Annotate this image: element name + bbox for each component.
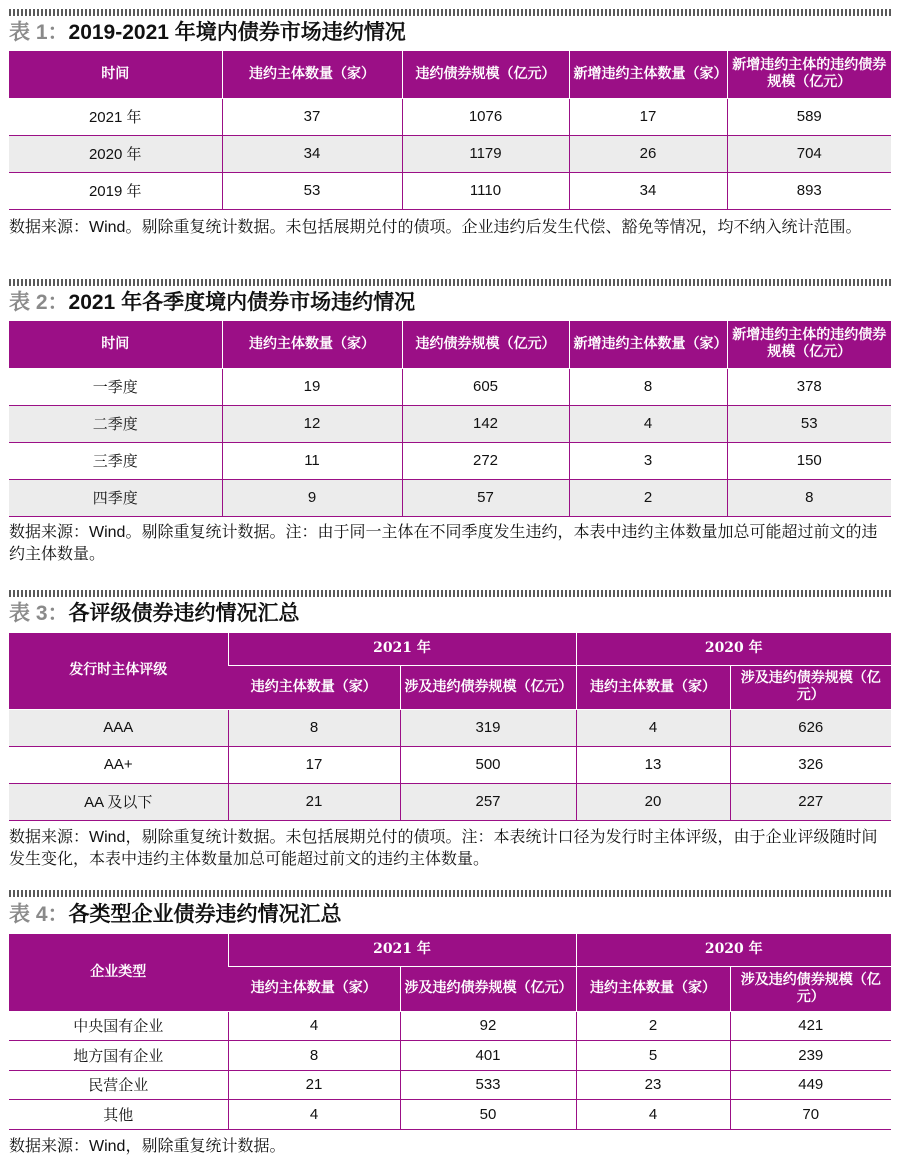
table-row: [9, 98, 891, 135]
col-header: 违约主体数量（家）: [228, 665, 400, 709]
table-row: [9, 746, 891, 783]
source-note: 数据来源：Wind，剔除重复统计数据。: [9, 1138, 286, 1155]
table-cell: 2021 年: [9, 98, 222, 135]
table-cell: 21: [228, 783, 400, 820]
table-cell: 20: [576, 783, 730, 820]
table-cell: 4: [576, 709, 730, 746]
table-cell: 319: [400, 709, 576, 746]
table-cell: 227: [730, 783, 891, 820]
table-cell: 8: [228, 1040, 400, 1070]
table-cell: 中央国有企业: [9, 1011, 228, 1040]
table-cell: 8: [569, 368, 727, 405]
table-row: [9, 135, 891, 172]
table-row: [9, 405, 891, 442]
table-cell: 4: [569, 405, 727, 442]
table-row: [9, 479, 891, 516]
table-cell: 26: [569, 135, 727, 172]
table-row: [9, 1099, 891, 1129]
table-cell: 12: [222, 405, 402, 442]
table-cell: 23: [576, 1070, 730, 1099]
table-cell: 449: [730, 1070, 891, 1099]
table-row: [9, 442, 891, 479]
col-header: 时间: [9, 51, 222, 98]
table-cell: 257: [400, 783, 576, 820]
table-cell: 50: [400, 1099, 576, 1129]
table-row: [9, 368, 891, 405]
table-cell: 34: [222, 135, 402, 172]
table-cell: 17: [228, 746, 400, 783]
col-header: 违约债券规模（亿元）: [402, 51, 569, 98]
table-title-text: 2019-2021 年境内债券市场违约情况: [68, 21, 406, 44]
year-header: 2021 年: [228, 934, 576, 966]
table-cell: 8: [228, 709, 400, 746]
rating-default-table: [9, 633, 891, 821]
table-cell: 1110: [402, 172, 569, 209]
table-cell: 37: [222, 98, 402, 135]
table-cell: 421: [730, 1011, 891, 1040]
source-note: 数据来源：Wind。剔除重复统计数据。未包括展期兑付的债项。企业违约后发生代偿、豁免等情况，均不纳入统计范围。: [9, 219, 862, 236]
table-cell: 5: [576, 1040, 730, 1070]
table-cell: AA+: [9, 746, 228, 783]
col-header: 违约主体数量（家）: [576, 966, 730, 1011]
col-header: 新增违约主体数量（家）: [569, 51, 727, 98]
table-title: [9, 290, 415, 316]
table-cell: 150: [727, 442, 891, 479]
col-header: 新增违约主体数量（家）: [569, 321, 727, 368]
table-cell: 92: [400, 1011, 576, 1040]
enterprise-type-default-table: [9, 934, 891, 1130]
col-header: 违约主体数量（家）: [222, 321, 402, 368]
table-cell: 326: [730, 746, 891, 783]
source-note: 数据来源：Wind。剔除重复统计数据。注：由于同一主体在不同季度发生违约，本表中违约主体数量加总可能超过前文的违约主体数量。: [9, 524, 878, 563]
table-cell: 9: [222, 479, 402, 516]
table-cell: 589: [727, 98, 891, 135]
year-header: 2021 年: [228, 633, 576, 665]
table-cell: 4: [576, 1099, 730, 1129]
table-cell: 401: [400, 1040, 576, 1070]
table-row: [9, 1040, 891, 1070]
table-cell: 34: [569, 172, 727, 209]
table-cell: 57: [402, 479, 569, 516]
table-cell: 704: [727, 135, 891, 172]
table-cell: 2020 年: [9, 135, 222, 172]
col-header: 违约主体数量（家）: [228, 966, 400, 1011]
source-note: 数据来源：Wind，剔除重复统计数据。未包括展期兑付的债项。注：本表统计口径为发行时主体评级，由于企业评级随时间发生变化，本表中违约主体数量加总可能超过前文的违约主体数量。: [9, 829, 878, 868]
table-cell: 2: [569, 479, 727, 516]
default-table-2019-2021: [9, 51, 891, 210]
table-cell: AA 及以下: [9, 783, 228, 820]
dotted-divider: [9, 9, 891, 16]
col-header: 违约主体数量（家）: [222, 51, 402, 98]
table-cell: 4: [228, 1099, 400, 1129]
table-cell: 一季度: [9, 368, 222, 405]
table-row: [9, 783, 891, 820]
table-cell: 1179: [402, 135, 569, 172]
col-header: 违约主体数量（家）: [576, 665, 730, 709]
table-cell: 53: [727, 405, 891, 442]
table-cell: 239: [730, 1040, 891, 1070]
table-title-text: 各类型企业债券违约情况汇总: [68, 903, 342, 926]
year-header: 2020 年: [576, 633, 891, 665]
table-row: [9, 172, 891, 209]
table-cell: 626: [730, 709, 891, 746]
table-row: [9, 1070, 891, 1099]
table-cell: 二季度: [9, 405, 222, 442]
table-cell: 19: [222, 368, 402, 405]
table-label: 表 2：: [9, 291, 69, 314]
table-cell: 893: [727, 172, 891, 209]
table-cell: 四季度: [9, 479, 222, 516]
table-cell: 11: [222, 442, 402, 479]
table-cell: 2019 年: [9, 172, 222, 209]
col-header: 发行时主体评级: [9, 633, 228, 709]
table-cell: 500: [400, 746, 576, 783]
table-cell: 142: [402, 405, 569, 442]
col-header: 新增违约主体的违约债券规模（亿元）: [727, 321, 891, 368]
table-cell: 3: [569, 442, 727, 479]
table-row: [9, 709, 891, 746]
year-header: 2020 年: [576, 934, 891, 966]
table-cell: 4: [228, 1011, 400, 1040]
table-cell: 民营企业: [9, 1070, 228, 1099]
table-label: 表 4：: [9, 903, 69, 926]
table-cell: 8: [727, 479, 891, 516]
col-header: 涉及违约债券规模（亿元）: [730, 665, 891, 709]
col-header: 涉及违约债券规模（亿元）: [400, 966, 576, 1011]
table-cell: 其他: [9, 1099, 228, 1129]
table-cell: AAA: [9, 709, 228, 746]
dotted-divider: [9, 279, 891, 286]
table-cell: 17: [569, 98, 727, 135]
table-cell: 地方国有企业: [9, 1040, 228, 1070]
table-cell: 1076: [402, 98, 569, 135]
table-label: 表 1：: [9, 21, 69, 44]
table-title-text: 2021 年各季度境内债券市场违约情况: [68, 291, 416, 314]
col-header: 涉及违约债券规模（亿元）: [730, 966, 891, 1011]
table-cell: 533: [400, 1070, 576, 1099]
col-header: 违约债券规模（亿元）: [402, 321, 569, 368]
dotted-divider: [9, 890, 891, 897]
col-header: 时间: [9, 321, 222, 368]
col-header: 企业类型: [9, 934, 228, 1011]
table-label: 表 3：: [9, 602, 69, 625]
col-header: 涉及违约债券规模（亿元）: [400, 665, 576, 709]
table-cell: 605: [402, 368, 569, 405]
table-cell: 70: [730, 1099, 891, 1129]
table-cell: 378: [727, 368, 891, 405]
table-cell: 53: [222, 172, 402, 209]
quarterly-default-table: [9, 321, 891, 517]
table-title: [9, 20, 406, 46]
table-cell: 13: [576, 746, 730, 783]
table-cell: 272: [402, 442, 569, 479]
table-title: [9, 902, 342, 928]
table-row: [9, 1011, 891, 1040]
col-header: 新增违约主体的违约债券规模（亿元）: [727, 51, 891, 98]
table-title-text: 各评级债券违约情况汇总: [68, 602, 300, 625]
dotted-divider: [9, 590, 891, 597]
table-cell: 2: [576, 1011, 730, 1040]
table-cell: 21: [228, 1070, 400, 1099]
table-title: [9, 601, 300, 627]
table-cell: 三季度: [9, 442, 222, 479]
